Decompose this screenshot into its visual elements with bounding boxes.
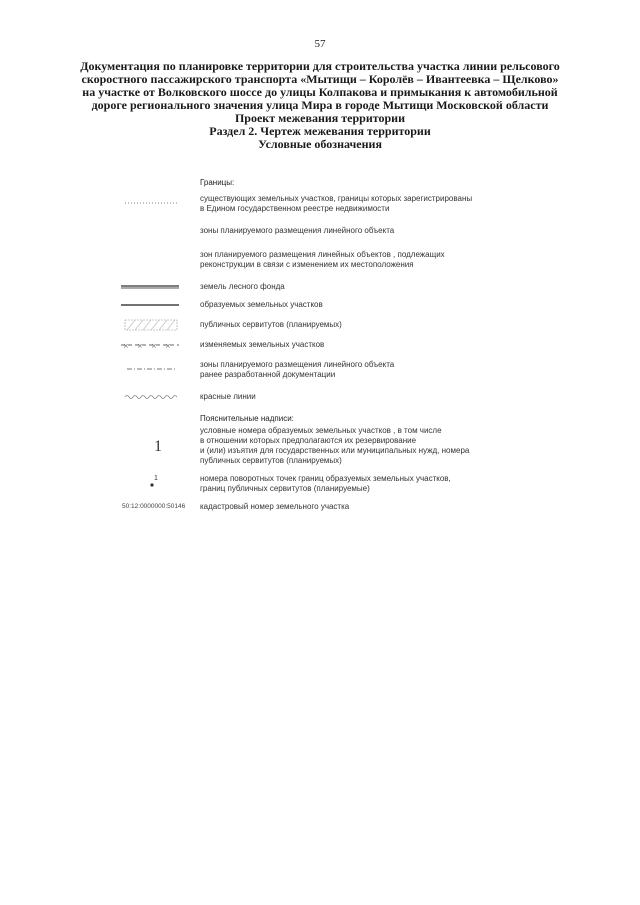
- page-number: 57: [314, 38, 326, 50]
- legend-text: в Едином государственном реестре недвижимости: [200, 204, 390, 213]
- legend-text: зоны планируемого размещения линейного объекта: [200, 360, 395, 369]
- project-title: Проект межевания территории: [234, 111, 406, 125]
- legend-text: публичных сервитутов (планируемых): [200, 456, 342, 465]
- header-line-2: скоростного пассажирского транспорта «Мытищи – Королёв – Ивантеевка – Щелково»: [81, 72, 559, 86]
- dotted-line-icon: [115, 197, 187, 209]
- turning-point-number: 1: [154, 475, 158, 482]
- legend-text: зон планируемого размещения линейных объектов , подлежащих: [200, 250, 445, 259]
- document-header: [40, 60, 600, 151]
- cadastral-number-symbol: 50:12:0000000:50146: [122, 503, 186, 510]
- legend-text: и (или) изъятия для государственных или муниципальных нужд, номера: [200, 446, 470, 455]
- solid-line-icon: [115, 299, 187, 311]
- legend-text: номера поворотных точек границ образуемых земельных участков,: [200, 474, 451, 483]
- legend-text: зоны планируемого размещения линейного объекта: [200, 226, 395, 235]
- header-line-3: на участке от Волковского шоссе до улицы Колпакова и примыкания к автомобильной: [82, 85, 558, 99]
- svg-text:×: ×: [137, 342, 143, 350]
- legend-text: земель лесного фонда: [200, 282, 285, 291]
- legend-text: образуемых земельных участков: [200, 300, 323, 309]
- double-solid-line-icon: [115, 281, 187, 293]
- turning-point-icon: [146, 474, 176, 490]
- parcel-number-symbol: 1: [154, 438, 162, 455]
- legend-text: изменяемых земельных участков: [200, 340, 325, 349]
- header-line-1: Документация по планировке территории для строительства участка линии рельсового: [80, 59, 560, 73]
- hatched-band-icon: [115, 318, 187, 330]
- legend-text: ранее разработанной документации: [200, 370, 336, 379]
- svg-text:×: ×: [123, 342, 129, 350]
- labels-heading: Пояснительные надписи:: [200, 414, 294, 423]
- cross-dashed-line-icon: [115, 339, 187, 351]
- wavy-line-icon: [115, 391, 187, 403]
- legend-title: Условные обозначения: [258, 137, 382, 151]
- legend-text: кадастровый номер земельного участка: [200, 502, 350, 511]
- legend-text: границ публичных сервитутов (планируемые): [200, 484, 370, 493]
- legend-text: в отношении которых предполагаются их резервирование: [200, 436, 417, 445]
- legend-text: условные номера образуемых земельных участков , в том числе: [200, 426, 442, 435]
- legend-text: публичных сервитутов (планируемых): [200, 320, 342, 329]
- legend-text: реконструкции в связи с изменением их местоположения: [200, 260, 414, 269]
- header-line-4: дороге регионального значения улица Мира в городе Мытищи Московской области: [91, 98, 549, 112]
- boundaries-heading: Границы:: [200, 178, 235, 187]
- legend-text: красные линии: [200, 392, 256, 401]
- dash-dot-line-icon: [115, 363, 187, 375]
- svg-text:×: ×: [151, 342, 157, 350]
- svg-text:×: ×: [165, 342, 171, 350]
- legend-text: существующих земельных участков, границы которых зарегистрированы: [200, 194, 473, 203]
- section-title: Раздел 2. Чертеж межевания территории: [209, 124, 431, 138]
